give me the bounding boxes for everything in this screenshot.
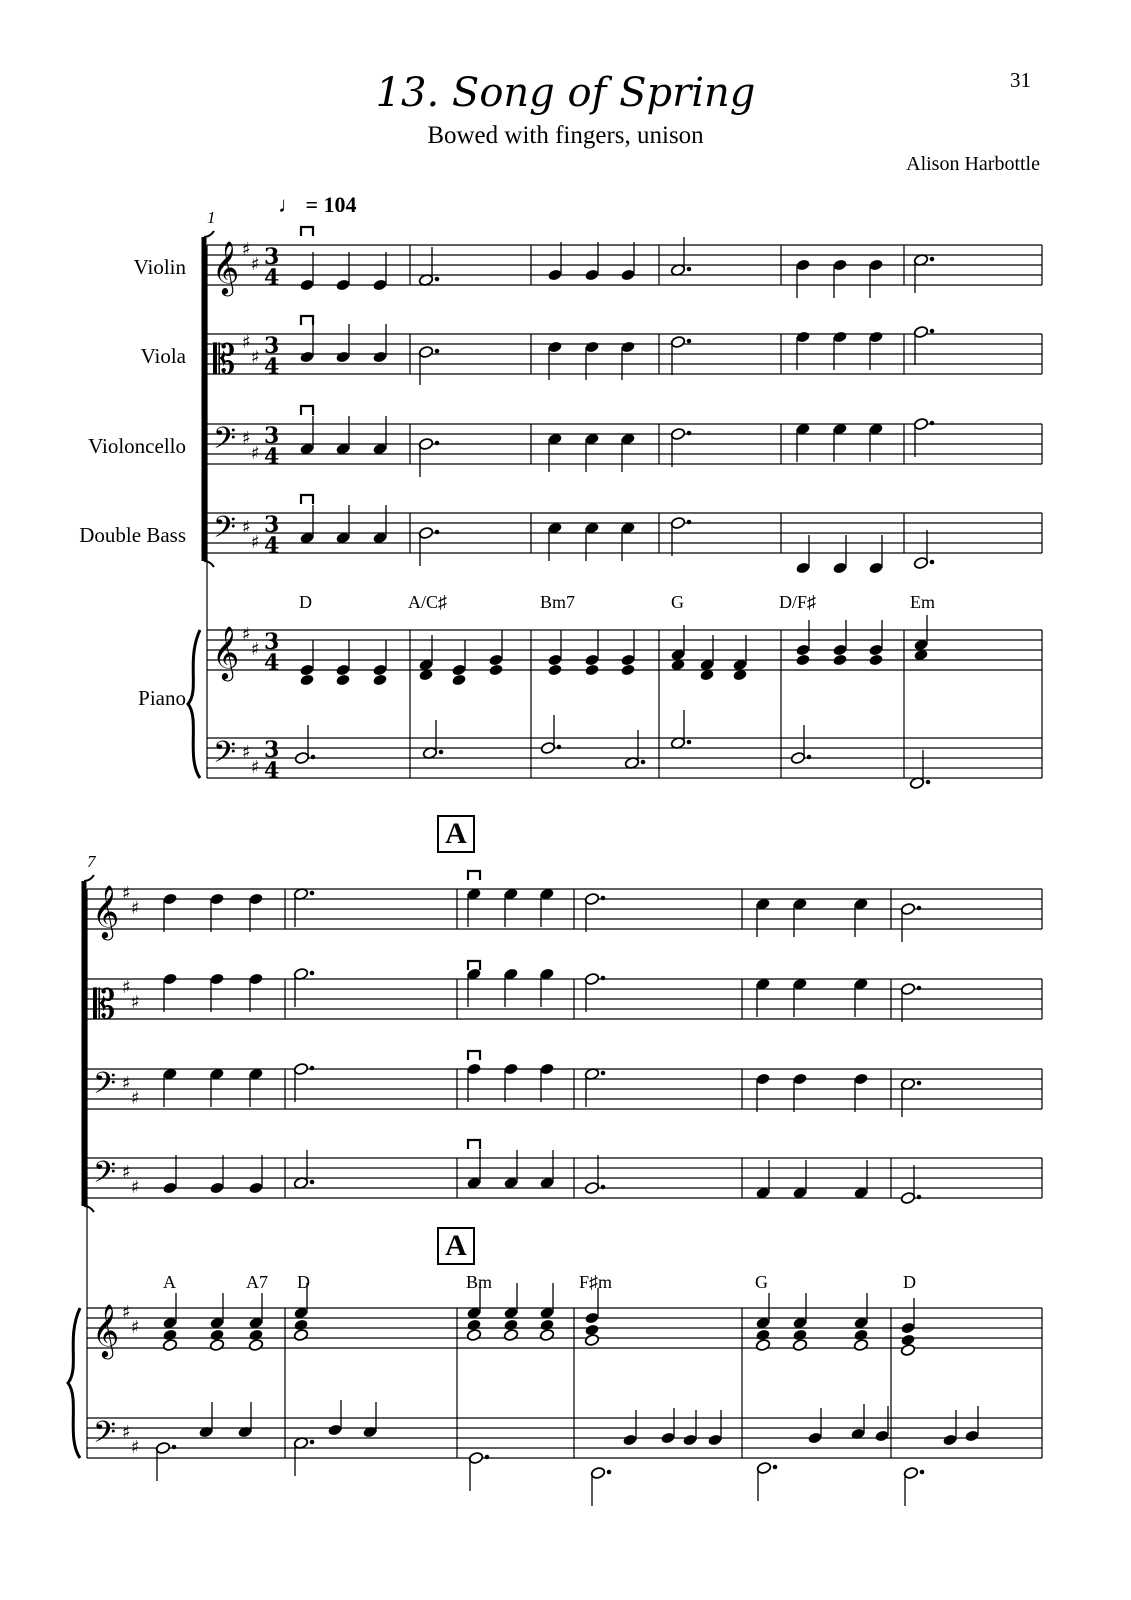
key-signature-sharp: ♯ [131, 898, 140, 919]
rehearsal-mark-piano: A [437, 1227, 475, 1265]
down-bow-icon [468, 1140, 480, 1149]
alto-clef-icon: 𝄡 [213, 337, 236, 383]
string-bracket [84, 1206, 94, 1212]
notehead [900, 1343, 915, 1356]
augmentation-dot [310, 971, 315, 976]
notehead [868, 653, 883, 666]
augmentation-dot [807, 755, 812, 760]
bass-clef-icon: 𝄢 [213, 511, 237, 552]
string-bracket [204, 231, 214, 237]
key-signature-sharp: ♯ [242, 624, 251, 645]
augmentation-dot [435, 441, 440, 446]
augmentation-dot [930, 257, 935, 262]
instrument-viola: Viola [140, 344, 186, 368]
down-bow-icon [301, 406, 313, 415]
augmentation-dot [930, 560, 935, 565]
chord-symbol: A/C♯ [408, 592, 448, 612]
rehearsal-mark-strings: A [437, 815, 475, 853]
augmentation-dot [641, 760, 646, 765]
page-number: 31 [1010, 68, 1031, 92]
treble-clef-icon: 𝄞 [212, 240, 240, 294]
chord-symbol: D [297, 1272, 310, 1292]
alto-clef-icon: 𝄡 [93, 982, 116, 1028]
augmentation-dot [917, 1195, 922, 1200]
key-signature-sharp: ♯ [122, 883, 131, 904]
augmentation-dot [687, 339, 692, 344]
augmentation-dot [435, 277, 440, 282]
key-signature-sharp: ♯ [122, 1073, 131, 1094]
time-signature-denominator: 4 [264, 533, 280, 559]
notehead [162, 1338, 177, 1351]
augmentation-dot [435, 349, 440, 354]
augmentation-dot [310, 1180, 315, 1185]
piece-subtitle: Bowed with fingers, unison [427, 122, 704, 149]
piece-title: 13. Song of Spring [375, 70, 756, 116]
string-bracket [204, 561, 214, 567]
augmentation-dot [607, 1470, 612, 1475]
key-signature-sharp: ♯ [131, 1317, 140, 1338]
key-signature-sharp: ♯ [131, 1177, 140, 1198]
augmentation-dot [687, 431, 692, 436]
key-signature-sharp: ♯ [251, 757, 260, 778]
augmentation-dot [601, 1071, 606, 1076]
augmentation-dot [311, 755, 316, 760]
notehead [584, 663, 599, 676]
time-signature-denominator: 4 [264, 758, 280, 784]
down-bow-icon [301, 316, 313, 325]
measure-number-system-2: 7 [87, 852, 96, 871]
chord-symbol: Bm [466, 1272, 493, 1292]
bass-clef-icon: 𝄢 [93, 1156, 117, 1197]
augmentation-dot [917, 906, 922, 911]
key-signature-sharp: ♯ [242, 742, 251, 763]
notehead [539, 1328, 554, 1341]
notehead [620, 663, 635, 676]
time-signature-numerator: 3 [264, 423, 280, 449]
chord-symbol: Bm7 [540, 592, 576, 612]
key-signature-sharp: ♯ [122, 977, 131, 998]
key-signature-sharp: ♯ [131, 1437, 140, 1458]
augmentation-dot [687, 740, 692, 745]
quarter-note-icon: ♩ [278, 192, 300, 217]
key-signature-sharp: ♯ [251, 443, 260, 464]
notehead [853, 1338, 868, 1351]
instrument-piano: Piano [138, 686, 186, 710]
augmentation-dot [601, 1185, 606, 1190]
notehead [466, 1328, 481, 1341]
augmentation-dot [687, 520, 692, 525]
augmentation-dot [601, 976, 606, 981]
down-bow-icon [468, 961, 480, 970]
chord-symbol: A [163, 1272, 176, 1292]
notehead [792, 1338, 807, 1351]
key-signature-sharp: ♯ [122, 1422, 131, 1443]
piano-brace [188, 630, 200, 778]
down-bow-icon [468, 1051, 480, 1060]
notehead [503, 1328, 518, 1341]
time-signature-numerator: 3 [264, 737, 280, 763]
augmentation-dot [435, 530, 440, 535]
key-signature-sharp: ♯ [242, 332, 251, 353]
down-bow-icon [301, 495, 313, 504]
bass-clef-icon: 𝄢 [213, 422, 237, 463]
piano-brace [68, 1308, 80, 1458]
bass-clef-icon: 𝄢 [93, 1067, 117, 1108]
augmentation-dot [917, 986, 922, 991]
key-signature-sharp: ♯ [122, 1162, 131, 1183]
chord-symbol: F♯m [579, 1272, 613, 1292]
augmentation-dot [930, 329, 935, 334]
key-signature-sharp: ♯ [242, 239, 251, 260]
string-bracket [84, 875, 94, 881]
notehead [832, 653, 847, 666]
augmentation-dot [773, 1465, 778, 1470]
notehead [547, 663, 562, 676]
notehead [755, 1338, 770, 1351]
key-signature-sharp: ♯ [122, 1302, 131, 1323]
chord-symbol: G [755, 1272, 768, 1292]
augmentation-dot [310, 891, 315, 896]
augmentation-dot [310, 1066, 315, 1071]
down-bow-icon [468, 871, 480, 880]
key-signature-sharp: ♯ [251, 254, 260, 275]
notehead [488, 663, 503, 676]
time-signature-numerator: 3 [264, 512, 280, 538]
augmentation-dot [439, 750, 444, 755]
augmentation-dot [917, 1081, 922, 1086]
time-signature-numerator: 3 [264, 629, 280, 655]
key-signature-sharp: ♯ [251, 347, 260, 368]
augmentation-dot [557, 745, 562, 750]
notehead [372, 673, 387, 686]
treble-clef-icon: 𝄞 [92, 884, 120, 938]
notehead [299, 673, 314, 686]
time-signature-numerator: 3 [264, 333, 280, 359]
time-signature-denominator: 4 [264, 265, 280, 291]
chord-symbol: G [671, 592, 684, 612]
instrument-double-bass: Double Bass [79, 523, 186, 547]
augmentation-dot [601, 896, 606, 901]
bass-clef-icon: 𝄢 [93, 1416, 117, 1457]
notehead [451, 673, 466, 686]
down-bow-icon [301, 227, 313, 236]
treble-clef-icon: 𝄞 [212, 625, 240, 679]
augmentation-dot [687, 267, 692, 272]
notehead [209, 1338, 224, 1351]
composer-name: Alison Harbottle [906, 153, 1040, 175]
augmentation-dot [930, 421, 935, 426]
key-signature-sharp: ♯ [131, 992, 140, 1013]
augmentation-dot [926, 780, 931, 785]
chord-symbol: D [903, 1272, 916, 1292]
instrument-violoncello: Violoncello [88, 434, 186, 458]
tempo-value: = 104 [305, 192, 357, 217]
notehead [584, 1333, 599, 1346]
time-signature-numerator: 3 [264, 244, 280, 270]
augmentation-dot [485, 1455, 490, 1460]
key-signature-sharp: ♯ [131, 1088, 140, 1109]
notehead [795, 653, 810, 666]
measure-number-system-1: 1 [207, 208, 216, 227]
augmentation-dot [172, 1445, 177, 1450]
bass-clef-icon: 𝄢 [213, 736, 237, 777]
treble-clef-icon: 𝄞 [92, 1303, 120, 1357]
key-signature-sharp: ♯ [251, 532, 260, 553]
key-signature-sharp: ♯ [242, 517, 251, 538]
notehead [248, 1338, 263, 1351]
chord-symbol: D [299, 592, 312, 612]
time-signature-denominator: 4 [264, 444, 280, 470]
chord-symbol: A7 [246, 1272, 268, 1292]
chord-symbol: D/F♯ [779, 592, 817, 612]
time-signature-denominator: 4 [264, 650, 280, 676]
key-signature-sharp: ♯ [251, 639, 260, 660]
instrument-violin: Violin [133, 255, 186, 279]
notehead [335, 673, 350, 686]
augmentation-dot [920, 1470, 925, 1475]
time-signature-denominator: 4 [264, 354, 280, 380]
key-signature-sharp: ♯ [242, 428, 251, 449]
notehead [293, 1328, 308, 1341]
augmentation-dot [310, 1440, 315, 1445]
chord-symbol: Em [910, 592, 935, 612]
